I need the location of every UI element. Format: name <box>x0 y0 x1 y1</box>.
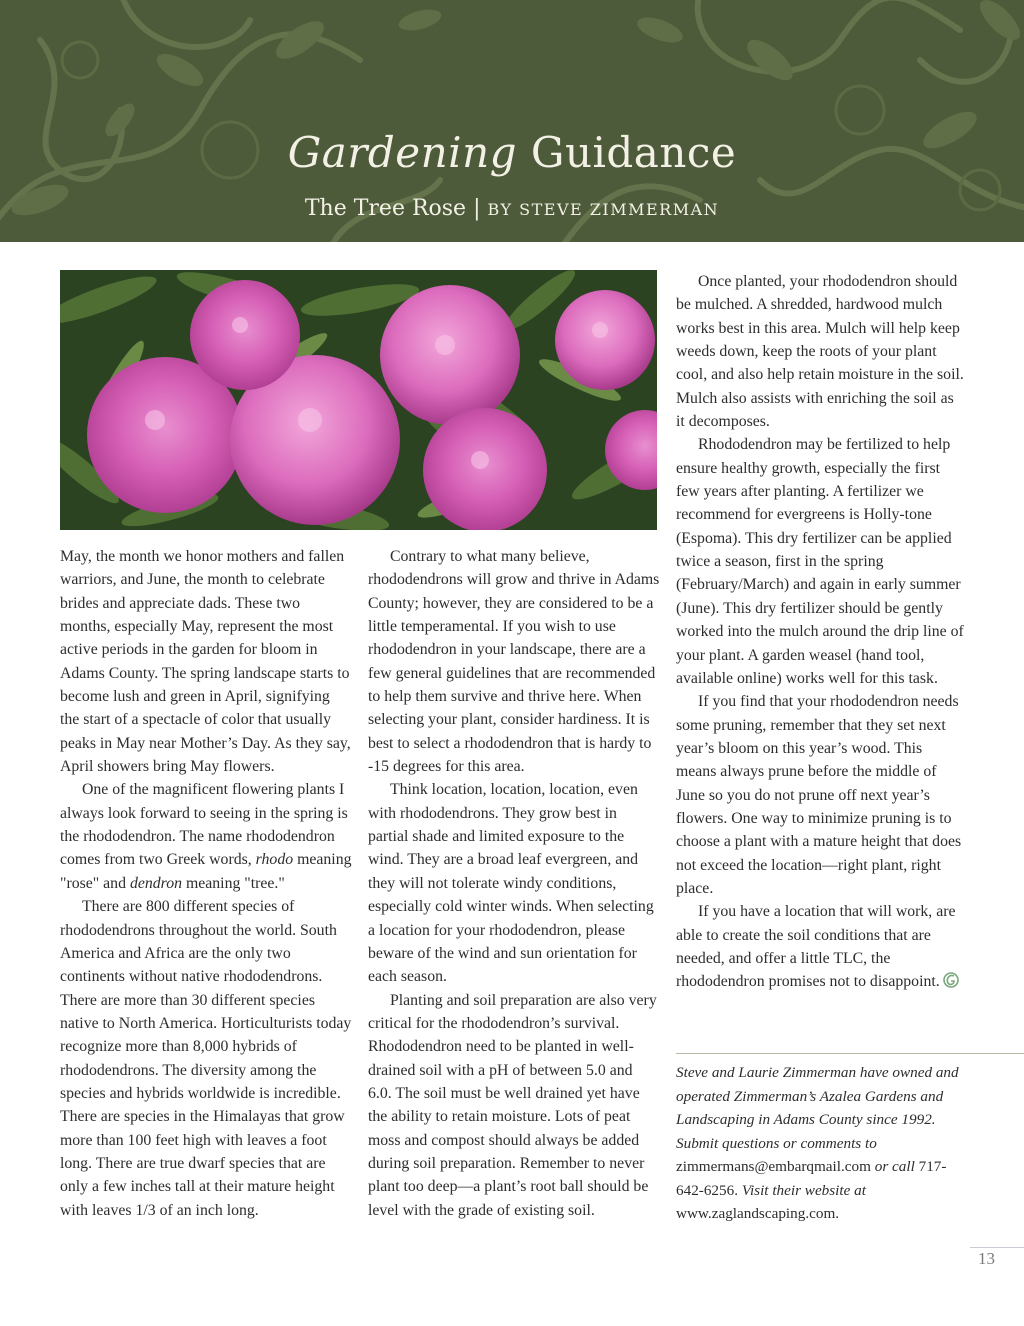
rhododendron-photo <box>60 270 657 530</box>
subtitle-text: The Tree Rose <box>304 196 467 221</box>
bio-text: Visit their website at <box>741 1181 866 1199</box>
subtitle-separator: | <box>473 196 481 221</box>
paragraph: May, the month we honor mothers and fallen warriors, and June, the month to celebrate brides and appreciate dads. These two months, especially May, represent the most active periods in the garden for bloom in Adams County. The spring landscape starts to become lush and green in April, signifying the start of a spectacle of color that usually peaks in May near Mother’s Day. As they say, April showers bring May flowers. <box>60 548 351 776</box>
subtitle <box>0 196 1024 221</box>
page-title <box>0 128 1024 177</box>
text-run: If you have a location that will work, are able to create the soil conditions that are needed, and offer a little TLC, the rhododendron promises not to disappoint. <box>676 903 956 991</box>
byline: BY STEVE ZIMMERMAN <box>487 200 720 219</box>
paragraph: Planting and soil preparation are also very critical for the rhododendron’s survival. Rhododendron need to be planted in well-drained soil with a pH of between 5.0 and 6.0. The soil must be well drained yet have the ability to retain moisture. Lots of peat moss and compost should always be added during soil preparation. Remember to never plant too deep—a plant’s root ball should be level with the grade of existing soil. <box>368 991 657 1219</box>
title-rest: Guidance <box>530 128 737 177</box>
paragraph: Once planted, your rhododendron should be mulched. A shredded, hardwood mulch works best in this area. Mulch will help keep weeds down, keep the roots of your plant cool, and also help retain moisture in the soil. Mulch also assists with enriching the soil as it decomposes. <box>676 273 964 431</box>
bio-text: Steve and Laurie Zimmerman have owned and operated Zimmerman’s Azalea Gardens and Landscaping in Adams County since 1992. Submit questions or comments to <box>676 1064 959 1152</box>
italic-word: rhodo <box>255 851 294 869</box>
paragraph: If you find that your rhododendron needs some pruning, remember that they set next year’s bloom on this year’s wood. This means always prune before the middle of June so you do not prune off next year’s flowers. One way to minimize pruning is to choose a plant with a mature height that does not exceed the location—right plant, right place. <box>676 693 962 897</box>
header-banner <box>0 0 1024 242</box>
bio-website: www.zaglandscaping.com. <box>676 1205 840 1222</box>
end-mark-icon <box>943 971 959 989</box>
italic-word: dendron <box>129 874 183 892</box>
author-bio <box>676 1061 966 1226</box>
text-run: meaning "tree." <box>185 874 285 892</box>
title-italic: Gardening <box>287 128 518 177</box>
paragraph <box>60 778 352 895</box>
article-column-1 <box>60 545 352 1222</box>
text-run: meaning "rose" and <box>60 851 352 892</box>
text-run: One of the magnificent flowering plants I always look forward to seeing in the spring is the rhododendron. The name rhododendron comes from two Greek words, <box>60 781 348 869</box>
article-column-2 <box>368 545 660 1222</box>
photo-illustration <box>60 270 657 530</box>
bio-divider <box>676 1053 1024 1054</box>
paragraph <box>676 900 966 993</box>
bio-email: zimmermans@embarqmail.com <box>676 1158 871 1175</box>
paragraph: Rhododendron may be fertilized to help ensure healthy growth, especially the first few years after planting. A fertilizer we recommend for evergreens is Holly-tone (Espoma). This dry fertilizer can be applied twice a season, first in the spring (February/March) and again in early summer (June). This dry fertilizer should be gently worked into the mulch around the drip line of your plant. A garden weasel (hand tool, available online) works well for this task. <box>676 436 964 687</box>
article-column-3 <box>676 270 966 994</box>
bio-phone: 717-642-6256. <box>676 1158 947 1199</box>
bio-text: or call <box>874 1158 915 1175</box>
page-number: 13 <box>978 1249 995 1268</box>
paragraph: There are 800 different species of rhododendrons throughout the world. South America and Africa are the only two continents without native rhododendrons. There are more than 30 different species native to North America. Horticulturists today recognize more than 8,000 hybrids of rhododendrons. The diversity among the species and hybrids worldwide is incredible. There are species in the Himalayas that grow more than 100 feet high with leaves a foot long. There are true dwarf species that are only a few inches tall at their mature height with leaves 1/3 of an inch long. <box>60 898 352 1219</box>
page-number-rule <box>970 1247 1024 1248</box>
paragraph: Contrary to what many believe, rhododendrons will grow and thrive in Adams County; however, they are considered to be a little temperamental. If you wish to use rhododendron in your landscape, there are a few general guidelines that are recommended to help them survive and thrive here. When selecting your plant, consider hardiness. It is best to select a rhododendron that is hardy to -15 degrees for this area. <box>368 548 660 776</box>
paragraph: Think location, location, location, even with rhododendrons. They grow best in partial shade and limited exposure to the wind. They are a broad leaf evergreen, and they will not tolerate windy conditions, especially cold winter winds. When selecting a location for your rhododendron, please beware of the wind and sun orientation for each season. <box>368 781 654 986</box>
